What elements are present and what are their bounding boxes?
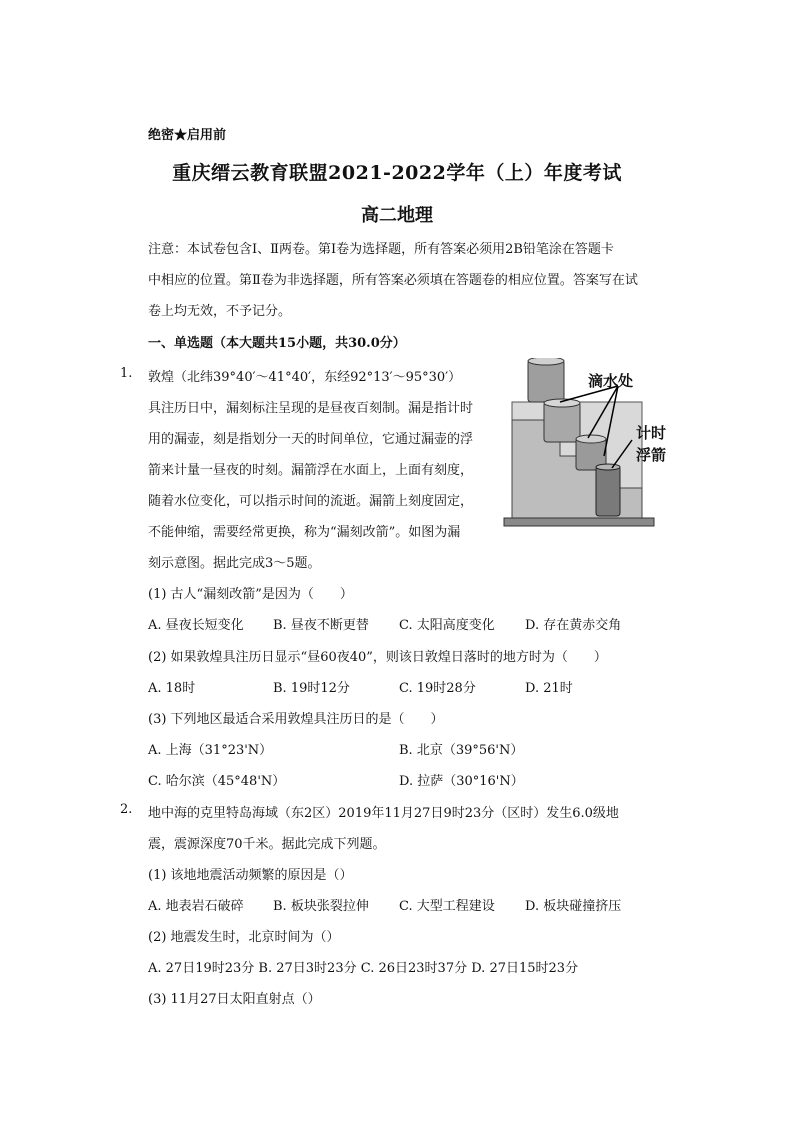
- exam-title: 重庆缙云教育联盟2021-2022学年（上）年度考试: [172, 162, 622, 184]
- option-b: B. 昼夜不断更替: [273, 618, 369, 633]
- sub-question-stem: (2) 如果敦煌具注历日显示“昼60夜40”，则该日敦煌日落时的地方时为（ ）: [148, 650, 607, 665]
- sub-question-stem: (3) 11月27日太阳直射点（）: [148, 992, 321, 1007]
- question-text-line: 箭来计量一昼夜的时刻。漏箭浮在水面上，上面有刻度，: [148, 463, 474, 478]
- question-text-line: 敦煌（北纬39°40′～41°40′，东经92°13′～95°30′）: [148, 370, 462, 385]
- question-text-line: 用的漏壶，刻是指划分一天的时间单位，它通过漏壶的浮: [148, 432, 474, 447]
- question-text-line: 具注历日中，漏刻标注呈现的是昼夜百刻制。漏是指计时: [148, 401, 474, 416]
- sub-question-stem: (1) 该地地震活动频繁的原因是（）: [148, 868, 353, 883]
- notice-line: 卷上均无效，不予记分。: [148, 304, 292, 319]
- question-text-line: 不能伸缩，需要经常更换，称为“漏刻改箭”。如图为漏: [148, 525, 461, 540]
- option-a: A. 上海（31°23'N）: [148, 743, 273, 758]
- option-d: D. 板块碰撞挤压: [525, 899, 622, 914]
- option-a: A. 18时: [148, 681, 196, 696]
- option-d: D. 存在黄赤交角: [525, 618, 622, 633]
- sub-question-stem: (1) 古人“漏刻改箭”是因为（ ）: [148, 587, 353, 602]
- section-heading: 一、单选题（本大题共15小题，共30.0分）: [148, 336, 406, 351]
- question-number: 1.: [120, 366, 133, 381]
- question-text-line: 随着水位变化，可以指示时间的流逝。漏箭上刻度固定，: [148, 494, 474, 509]
- option-d: D. 拉萨（30°16'N）: [399, 774, 524, 789]
- option-b: B. 北京（39°56'N）: [399, 743, 524, 758]
- notice-line: 注意：本试卷包含Ⅰ、Ⅱ两卷。第Ⅰ卷为选择题，所有答案必须用2B铅笔涂在答题卡: [148, 242, 614, 257]
- question-text-line: 刻示意图。据此完成3～5题。: [148, 556, 321, 571]
- option-b: B. 板块张裂拉伸: [273, 899, 369, 914]
- option-a: A. 昼夜长短变化: [148, 618, 244, 633]
- option-d: D. 21时: [525, 681, 573, 696]
- option-a: A. 地表岩石破碎: [148, 899, 244, 914]
- timer-label-line1: 计时: [636, 424, 667, 442]
- option-b: B. 19时12分: [273, 681, 350, 696]
- exam-subject: 高二地理: [361, 205, 433, 226]
- option-c: C. 19时28分: [399, 681, 476, 696]
- option-c: C. 太阳高度变化: [399, 618, 495, 633]
- question-text-line: 震，震源深度70千米。据此完成下列题。: [148, 837, 386, 852]
- confidential-label: 绝密★启用前: [148, 128, 227, 143]
- water-clock-figure: [500, 358, 690, 538]
- option-c: C. 哈尔滨（45°48'N）: [148, 774, 286, 789]
- notice-line: 中相应的位置。第Ⅱ卷为非选择题，所有答案必须填在答题卷的相应位置。答案写在试: [148, 273, 638, 288]
- question-number: 2.: [120, 802, 133, 817]
- timer-label-line2: 浮箭: [636, 446, 667, 464]
- options-line: A. 27日19时23分 B. 27日3时23分 C. 26日23时37分 D. 27日15时23分: [148, 961, 579, 976]
- drip-label: 滴水处: [588, 372, 634, 390]
- question-text-line: 地中海的克里特岛海域（东2区）2019年11月27日9时23分（区时）发生6.0级地: [148, 806, 619, 821]
- sub-question-stem: (3) 下列地区最适合采用敦煌具注历日的是（ ）: [148, 712, 444, 727]
- option-c: C. 大型工程建设: [399, 899, 495, 914]
- sub-question-stem: (2) 地震发生时，北京时间为（）: [148, 930, 340, 945]
